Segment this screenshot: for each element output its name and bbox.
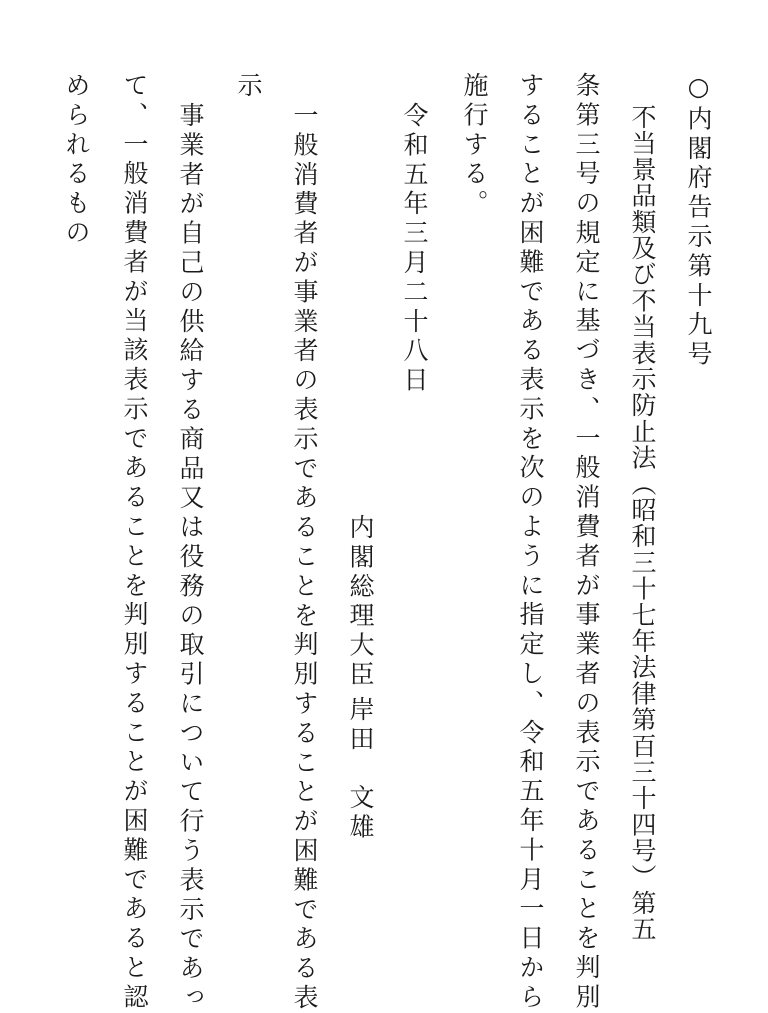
designation-title-line-1: 一般消費者が事業者の表示であることを判別することが困難である表 [290, 102, 319, 1013]
designation-body-line-3: められるもの [62, 72, 91, 249]
notice-body-line-2: 条第三号の規定に基づき、一般消費者が事業者の表示であることを判別 [572, 72, 601, 1013]
notice-body-line-3: することが困難である表示を次のように指定し、令和五年十月一日から [516, 72, 545, 1013]
notice-body-line-1: 不当景品類及び不当表示防止法（昭和三十七年法律第百三十四号）第五 [628, 104, 657, 943]
designation-title-line-2: 示 [234, 72, 263, 102]
notice-body-line-4: 施行する。 [460, 72, 489, 219]
designation-body-line-1: 事業者が自己の供給する商品又は役務の取引について行う表示であっ [176, 102, 205, 1013]
notice-date: 令和五年三月二十八日 [400, 102, 429, 396]
designation-body-line-2: て、一般消費者が当該表示であることを判別することが困難であると認 [120, 72, 149, 1013]
signatory-title: 内閣総理大臣 [346, 514, 375, 691]
notice-heading: ○内閣府告示第十九号 [684, 72, 713, 370]
signatory-name: 岸田 文雄 [346, 696, 375, 843]
